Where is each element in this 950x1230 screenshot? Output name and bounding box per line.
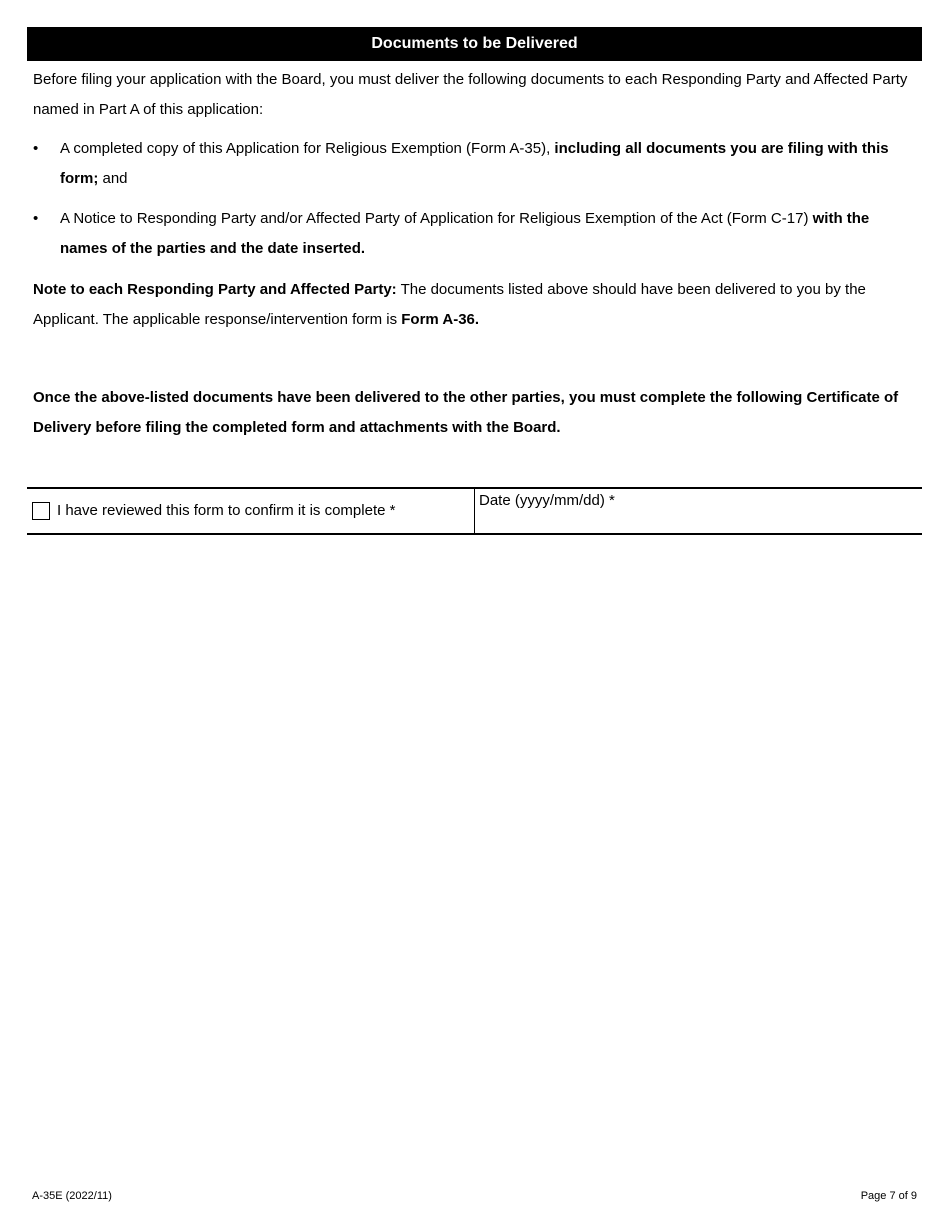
page-number: Page 7 of 9	[860, 1190, 917, 1202]
review-checkbox-label[interactable]: I have reviewed this form to confirm it is complete *	[57, 502, 396, 519]
delivery-instruction: Once the above-listed documents have been delivered to the other parties, you must complete the following Certificate of Delivery before filing the completed form and attachments with the Board.	[33, 389, 899, 436]
list-item	[33, 134, 920, 194]
note-label: Note to each Responding Party and Affected Party:	[33, 281, 397, 298]
date-field[interactable]	[479, 511, 915, 529]
review-cell	[27, 489, 475, 533]
review-checkbox[interactable]	[32, 502, 50, 520]
intro-paragraph: Before filing your application with the Board, you must deliver the following documents to each Responding Party and Affected Party named in Part A of this application:	[33, 71, 908, 118]
date-label: Date (yyyy/mm/dd) *	[479, 492, 615, 509]
section-title: Documents to be Delivered	[27, 27, 922, 61]
list-item-text: A completed copy of this Application for Religious Exemption (Form A-35), including all documents you are filing with this form; and	[60, 140, 889, 187]
list-item-emphasis: with the names of the parties and the date inserted.	[60, 210, 870, 257]
bullet-marker: •	[33, 210, 39, 227]
list-item-text: A Notice to Responding Party and/or Affected Party of Application for Religious Exemption of the Act (Form C-17) with the names of the parties and the date inserted.	[60, 210, 870, 257]
date-cell	[475, 489, 922, 533]
note-form-reference: Form A-36.	[401, 311, 480, 328]
form-code: A-35E (2022/11)	[32, 1190, 112, 1202]
note-paragraph: Note to each Responding Party and Affected Party: The documents listed above should have been delivered to you by the Applicant. The applicable response/intervention form is Form A-36.	[33, 281, 866, 328]
list-item-emphasis: including all documents you are filing with this form;	[60, 140, 889, 187]
bullet-marker: •	[33, 140, 39, 157]
list-item	[33, 204, 920, 264]
certificate-row	[27, 487, 922, 535]
